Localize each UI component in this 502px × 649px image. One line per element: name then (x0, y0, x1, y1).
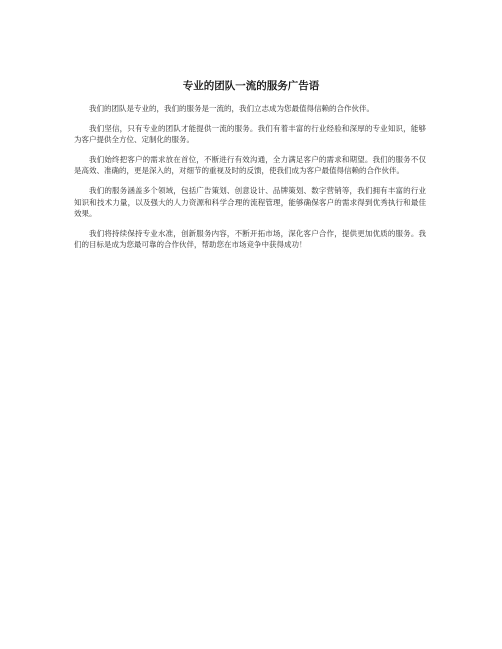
paragraph-1: 我们的团队是专业的，我们的服务是一流的，我们立志成为您最值得信赖的合作伙伴。 (89, 104, 374, 113)
paragraph-3: 我们始终把客户的需求放在首位，不断进行有效沟通，全力满足客户的需求和期望。我们的服务不仅是高效、准确的，更是深入的，对细节的重视及时的反馈，使我们成为客户最值得信赖的合作伙伴。 (74, 154, 426, 176)
paragraph-5: 我们将持续保持专业水准，创新服务内容，不断开拓市场，深化客户合作，提供更加优质的服务。我们的目标是成为您最可靠的合作伙伴，帮助您在市场竞争中获得成功！ (74, 228, 426, 250)
document-title: 专业的团队一流的服务广告语 (182, 80, 320, 92)
paragraph-4: 我们的服务涵盖多个领域，包括广告策划、创意设计、品牌策划、数字营销等，我们拥有丰富的行业知识和技术力量，以及强大的人力资源和科学合理的流程管理，能够确保客户的需求得到优秀执行和最佳效果。 (74, 185, 426, 219)
document-body (74, 103, 426, 259)
paragraph-2: 我们坚信，只有专业的团队才能提供一流的服务。我们有着丰富的行业经验和深厚的专业知识，能够为客户提供全方位、定制化的服务。 (74, 123, 426, 145)
